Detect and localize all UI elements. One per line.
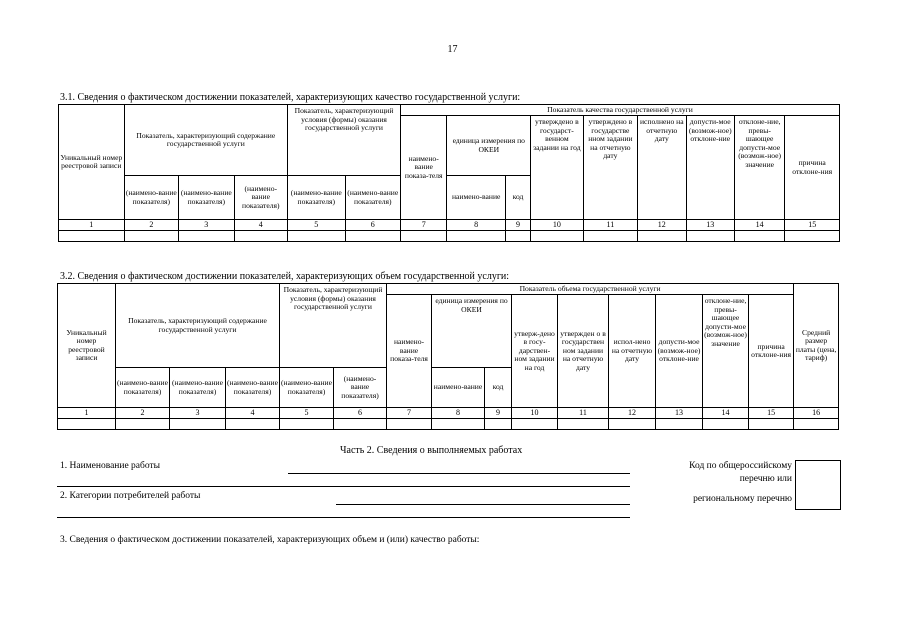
work-name-field-line-2[interactable]	[57, 486, 630, 487]
work-consumers-field-line[interactable]	[336, 504, 630, 505]
col-approved-date: утверждено в государстве нном задании на отчетную дату	[583, 116, 637, 220]
col-deviation-reason: причина отклоне-ния	[785, 116, 840, 220]
column-number: 2	[124, 220, 178, 231]
column-number: 7	[401, 220, 447, 231]
code-label-line-2: перечню или	[739, 474, 792, 484]
section-31-title: 3.1. Сведения о фактическом достижении показателей, характеризующих качество государственной услуги:	[60, 92, 521, 103]
column-number: 5	[280, 408, 334, 419]
column-number: 6	[345, 220, 400, 231]
column-number: 6	[334, 408, 387, 419]
col-indicator-name: наимено-вание показа-теля	[387, 295, 432, 408]
code-label-line-3: региональному перечню	[693, 494, 792, 504]
col-unit-name: наимено-вание	[432, 368, 485, 408]
col-deviation-reason: причина отклоне-ния	[749, 295, 794, 408]
work-name-label: 1. Наименование работы	[60, 461, 161, 471]
col-deviation-allowed: допусти-мое (возмож-ное) отклоне-ние	[686, 116, 734, 220]
column-number: 9	[485, 408, 512, 419]
table-row	[58, 419, 839, 430]
sub-label: (наимено-вание показателя)	[280, 368, 334, 408]
sub-label: (наимено-вание показателя)	[179, 176, 234, 220]
column-number: 7	[387, 408, 432, 419]
col-deviation-over: отклоне-ние, превы-шающее допусти-мое (возмож-ное) значение	[703, 295, 749, 408]
column-number: 12	[638, 220, 686, 231]
column-number: 11	[583, 220, 637, 231]
registry-code-box[interactable]	[795, 460, 841, 510]
column-number: 15	[749, 408, 794, 419]
column-number: 8	[447, 220, 506, 231]
work-name-field-line[interactable]	[288, 473, 630, 474]
column-number: 3	[170, 408, 226, 419]
column-number: 3	[179, 220, 234, 231]
col-content-indicator: Показатель, характеризующий содержание государственной услуги	[116, 284, 280, 368]
sub-label: (наимено-вание показателя)	[226, 368, 280, 408]
col-executed: испол-нено на отчетную дату	[609, 295, 656, 408]
column-number: 15	[785, 220, 840, 231]
column-number: 4	[226, 408, 280, 419]
column-number: 14	[734, 220, 784, 231]
code-label-line-1: Код по общероссийскому	[689, 461, 792, 471]
col-volume-indicator: Показатель объема государственной услуги	[387, 284, 794, 295]
col-approved-year: утверж-дено в госу-дарствен-ном задании на год	[512, 295, 558, 408]
col-unique-record: Уникальный номер реестровой записи	[58, 284, 116, 408]
sub-label: (наимено-вание показателя)	[124, 176, 178, 220]
column-number: 4	[234, 220, 287, 231]
column-number: 12	[609, 408, 656, 419]
column-number: 5	[288, 220, 346, 231]
sub-label: (наимено-вание показателя)	[170, 368, 226, 408]
col-indicator-name: наимено-вание показа-теля	[401, 116, 447, 220]
col-deviation-allowed: допусти-мое (возмож-ное) отклоне-ние	[656, 295, 703, 408]
page-number: 17	[447, 44, 458, 55]
col-unit-code: код	[485, 368, 512, 408]
column-number: 10	[512, 408, 558, 419]
table-row	[59, 231, 840, 242]
column-number: 1	[59, 220, 125, 231]
col-approved-date: утвержден о в государствен ном задании на отчетную дату	[558, 295, 609, 408]
col-average-price: Средний размер платы (цена, тариф)	[794, 284, 839, 408]
col-unit-name: наимено-вание	[447, 176, 506, 220]
col-unit-okei: единица измерения по ОКЕИ	[447, 116, 531, 176]
col-deviation-over: отклоне-ние, превы-шающее допусти-мое (возмож-ное) значение	[734, 116, 784, 220]
work-consumers-label: 2. Категории потребителей работы	[60, 491, 201, 501]
column-number: 13	[686, 220, 734, 231]
section-32-title: 3.2. Сведения о фактическом достижении показателей, характеризующих объем государственной услуги:	[60, 271, 510, 282]
sub-label: (наимено-вание показателя)	[116, 368, 170, 408]
col-unique-record: Уникальный номер реестровой записи	[59, 105, 125, 220]
column-number: 11	[558, 408, 609, 419]
column-number: 1	[58, 408, 116, 419]
col-unit-code: код	[505, 176, 530, 220]
quality-table	[58, 104, 840, 242]
sub-label: (наимено-вание показателя)	[334, 368, 387, 408]
volume-table	[57, 283, 839, 430]
column-number: 2	[116, 408, 170, 419]
column-number: 16	[794, 408, 839, 419]
sub-label: (наимено-вание показателя)	[288, 176, 346, 220]
col-executed: исполнено на отчетную дату	[638, 116, 686, 220]
col-quality-indicator: Показатель качества государственной услуги	[401, 105, 840, 116]
sub-label: (наимено-вание показателя)	[345, 176, 400, 220]
col-content-indicator: Показатель, характеризующий содержание государственной услуги	[124, 105, 287, 176]
col-approved-year: утверждено в государст-венном задании на год	[531, 116, 583, 220]
column-number: 14	[703, 408, 749, 419]
col-conditions-indicator: Показатель, характеризующий условия (формы) оказания государственной услуги	[280, 284, 387, 368]
column-number: 8	[432, 408, 485, 419]
section-3-title: 3. Сведения о фактическом достижении показателей, характеризующих объем и (или) качество работы:	[60, 535, 480, 545]
column-number: 13	[656, 408, 703, 419]
sub-label: (наимено-вание показателя)	[234, 176, 287, 220]
col-conditions-indicator: Показатель, характеризующий условия (формы) оказания государственной услуги	[288, 105, 401, 176]
part2-title: Часть 2. Сведения о выполняемых работах	[340, 445, 523, 456]
work-consumers-field-line-2[interactable]	[57, 517, 630, 518]
column-number: 10	[531, 220, 583, 231]
column-number: 9	[505, 220, 530, 231]
col-unit-okei: единица измерения по ОКЕИ	[432, 295, 512, 368]
